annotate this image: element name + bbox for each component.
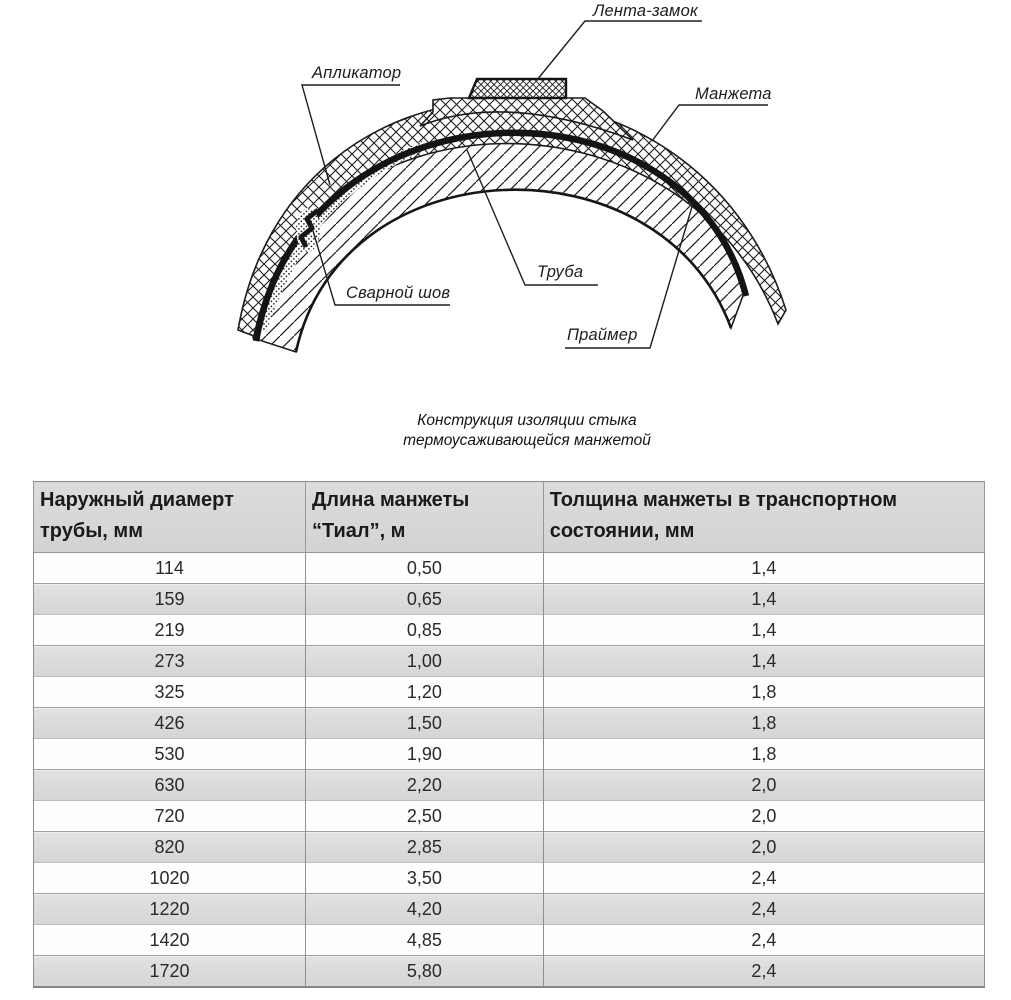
table-cell: 1,8 — [543, 708, 984, 739]
table-row — [34, 956, 985, 988]
table-cell: 2,0 — [543, 832, 984, 863]
label-weld-seam: Сварной шов — [346, 284, 451, 302]
table-row — [34, 801, 985, 832]
table-cell: 2,50 — [305, 801, 543, 832]
label-applicator: Апликатор — [312, 64, 402, 82]
table-cell: 630 — [34, 770, 306, 801]
table-cell: 114 — [34, 553, 306, 584]
table-cell: 2,0 — [543, 770, 984, 801]
leader-lock-tape — [537, 21, 702, 80]
table-row — [34, 894, 985, 925]
label-lock-tape: Лента-замок — [593, 2, 698, 20]
table-cell: 2,4 — [543, 863, 984, 894]
table-cell: 2,4 — [543, 894, 984, 925]
table-cell: 0,50 — [305, 553, 543, 584]
header-cell-diameter: Наружный диамерт трубы, мм — [34, 482, 306, 553]
table-cell: 530 — [34, 739, 306, 770]
table-cell: 4,85 — [305, 925, 543, 956]
table-cell: 1020 — [34, 863, 306, 894]
table-cell: 1,00 — [305, 646, 543, 677]
table-cell: 1,90 — [305, 739, 543, 770]
table-row — [34, 925, 985, 956]
leader-sleeve — [652, 105, 768, 141]
table-cell: 325 — [34, 677, 306, 708]
table-row — [34, 863, 985, 894]
table-row — [34, 553, 985, 584]
table-cell: 2,4 — [543, 956, 984, 988]
table-cell: 1,50 — [305, 708, 543, 739]
diagram-caption-line2: термоусаживающейся манжетой — [403, 432, 651, 449]
table-cell: 1,4 — [543, 584, 984, 615]
table-cell: 273 — [34, 646, 306, 677]
table-cell: 4,20 — [305, 894, 543, 925]
table-cell: 0,65 — [305, 584, 543, 615]
table-cell: 1,8 — [543, 739, 984, 770]
table-cell: 1,4 — [543, 615, 984, 646]
table-cell: 426 — [34, 708, 306, 739]
table-cell: 820 — [34, 832, 306, 863]
table-row — [34, 584, 985, 615]
table-cell: 1220 — [34, 894, 306, 925]
table-cell: 1720 — [34, 956, 306, 988]
table-cell: 1,4 — [543, 553, 984, 584]
header-cell-length: Длина манжеты “Тиал”, м — [305, 482, 543, 553]
lock-tape — [469, 79, 566, 98]
table-cell: 159 — [34, 584, 306, 615]
table-cell: 720 — [34, 801, 306, 832]
table-cell: 2,85 — [305, 832, 543, 863]
table-cell: 1420 — [34, 925, 306, 956]
header-row — [34, 482, 985, 553]
table-row — [34, 708, 985, 739]
spec-table-head — [34, 482, 985, 553]
diagram-caption — [327, 411, 727, 451]
table-cell: 2,20 — [305, 770, 543, 801]
label-primer: Праймер — [567, 326, 638, 344]
table-row — [34, 770, 985, 801]
label-sleeve: Манжета — [695, 85, 772, 103]
table-cell: 0,85 — [305, 615, 543, 646]
label-pipe: Труба — [537, 263, 584, 281]
joint-insulation-diagram — [0, 0, 1011, 470]
table-cell: 2,4 — [543, 925, 984, 956]
table-cell: 219 — [34, 615, 306, 646]
table-cell: 5,80 — [305, 956, 543, 988]
table-cell: 1,8 — [543, 677, 984, 708]
table-row — [34, 832, 985, 863]
table-row — [34, 739, 985, 770]
table-row — [34, 646, 985, 677]
diagram-canvas — [0, 0, 1011, 470]
spec-table-body — [34, 553, 985, 988]
table-row — [34, 615, 985, 646]
diagram-caption-line1: Конструкция изоляции стыка — [417, 412, 637, 429]
table-cell: 3,50 — [305, 863, 543, 894]
table-row — [34, 677, 985, 708]
table-cell: 1,20 — [305, 677, 543, 708]
table-cell: 1,4 — [543, 646, 984, 677]
spec-table — [33, 481, 985, 988]
table-cell: 2,0 — [543, 801, 984, 832]
header-cell-thickness: Толщина манжеты в транспортном состоянии, мм — [543, 482, 984, 553]
